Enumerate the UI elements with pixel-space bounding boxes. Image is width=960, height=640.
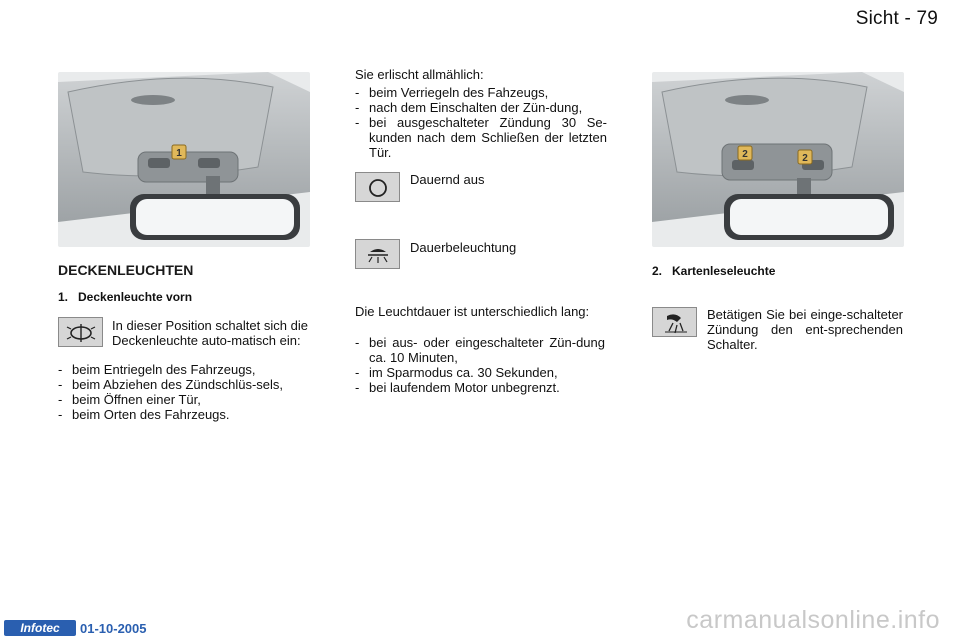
- list-item: - beim Verriegeln des Fahzeugs,: [355, 85, 549, 100]
- photo-badge-1-label: 1: [176, 148, 182, 159]
- section-title: Sicht: [855, 8, 899, 29]
- list-item: - im Sparmodus ca. 30 Sekunden,: [355, 365, 558, 380]
- dome-light-door-icon: [59, 318, 104, 348]
- footer-date: 01-10-2005: [80, 621, 147, 636]
- reading-light-heading: 2. Kartenleseleuchte: [652, 264, 776, 278]
- reading-light-icon: [653, 308, 698, 338]
- off-position-label: Dauernd aus: [410, 172, 485, 187]
- on-position-icon-box: [355, 239, 400, 269]
- page-header: [856, 8, 938, 30]
- header-separator: -: [904, 8, 911, 29]
- dome-light-on-icon: [356, 240, 401, 270]
- door-position-icon-box: [58, 317, 103, 347]
- list-item: - beim Entriegeln des Fahrzeugs,: [58, 362, 256, 377]
- fade-list: [355, 85, 607, 160]
- list-item: - beim Öffnen einer Tür,: [58, 392, 201, 407]
- list-item: - bei ausgeschalteter Zündung 30 Se-kunden nach dem Schließen der letzten Tür.: [355, 115, 607, 160]
- off-position-icon-box: [355, 172, 400, 202]
- door-position-description: In dieser Position schaltet sich die Deckenleuchte auto-matisch ein:: [112, 318, 308, 348]
- photo-badge-2a-label: 2: [742, 149, 748, 160]
- list-item: - bei aus- oder eingeschalteter Zün-dung ca. 10 Minuten,: [355, 335, 605, 365]
- duration-intro: Die Leuchtdauer ist unterschiedlich lang:: [355, 304, 590, 319]
- photo-badge-2b-label: 2: [802, 153, 808, 164]
- front-dome-light-heading: 1. Deckenleuchte vorn: [58, 290, 193, 304]
- on-position-label: Dauerbeleuchtung: [410, 240, 517, 255]
- section-heading: DECKENLEUCHTEN: [58, 262, 194, 278]
- circle-off-icon: [356, 173, 401, 203]
- list-item: - bei laufendem Motor unbegrenzt.: [355, 380, 560, 395]
- fade-intro: Sie erlischt allmählich:: [355, 67, 484, 82]
- list-item: - nach dem Einschalten der Zün-dung,: [355, 100, 583, 115]
- page-number: 79: [916, 8, 938, 29]
- infotec-logo: Infotec: [4, 620, 76, 636]
- reading-light-photo: [652, 72, 904, 247]
- reading-light-icon-box: [652, 307, 697, 337]
- activation-list: [58, 362, 310, 422]
- watermark: carmanualsonline.info: [686, 606, 940, 634]
- front-dome-light-photo: [58, 72, 310, 247]
- reading-light-description: Betätigen Sie bei einge-schalteter Zündung den ent-sprechenden Schalter.: [707, 307, 903, 352]
- duration-list: [355, 335, 605, 395]
- list-item: - beim Orten des Fahrzeugs.: [58, 407, 230, 422]
- list-item: - beim Abziehen des Zündschlüs-sels,: [58, 377, 284, 392]
